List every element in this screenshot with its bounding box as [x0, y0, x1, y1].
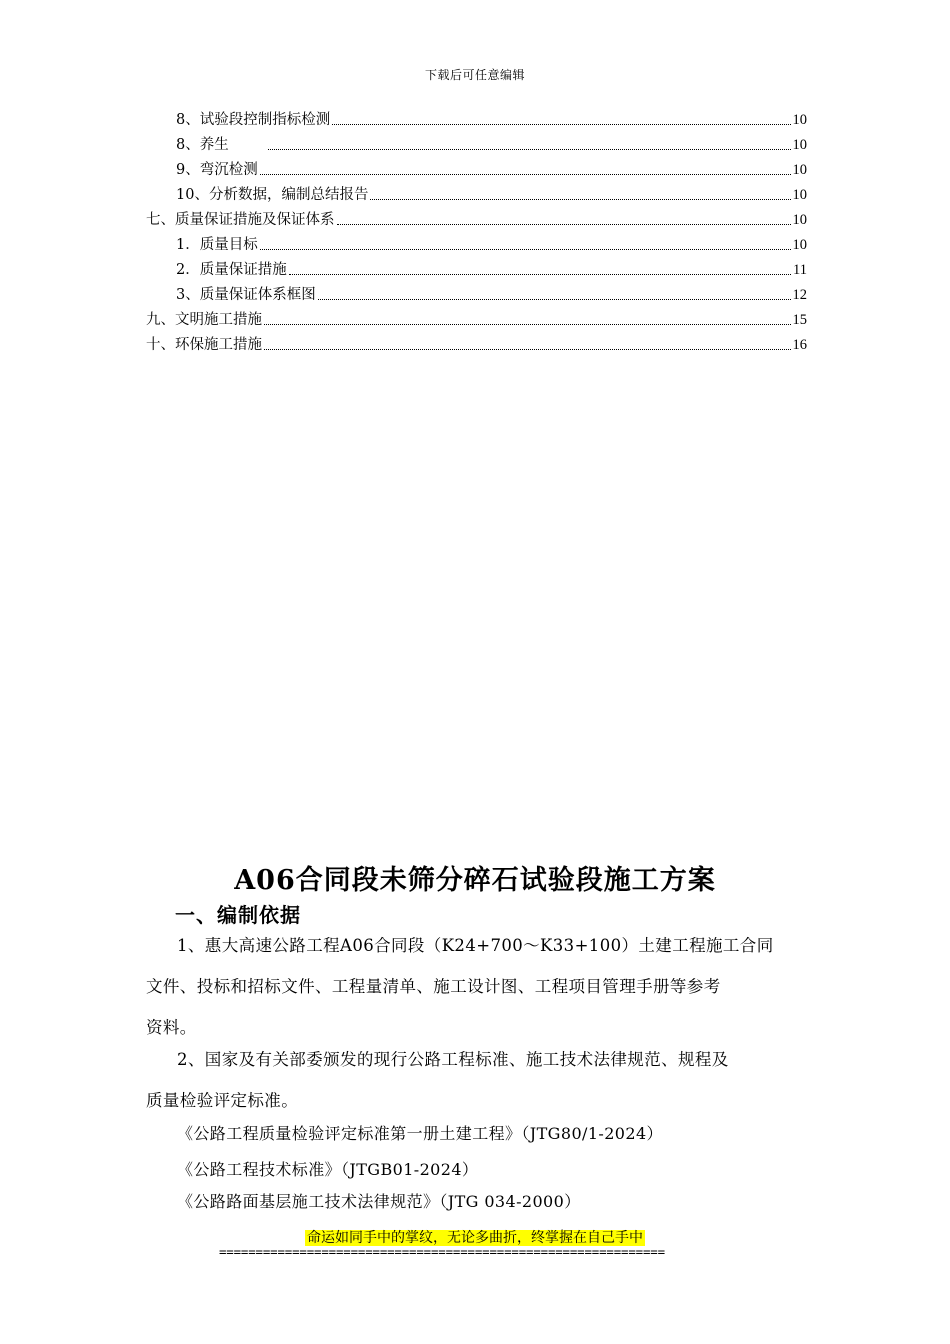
toc-leader-dots	[370, 199, 790, 200]
toc-entry-label: 九、文明施工措施	[146, 312, 262, 328]
paragraph-line: 2、国家及有关部委颁发的现行公路工程标准、施工技术法律规范、规程及	[177, 1050, 729, 1069]
toc-entry[interactable]	[146, 229, 807, 254]
paragraph-line: 文件、投标和招标文件、工程量清单、施工设计图、工程项目管理手册等参考	[146, 977, 721, 996]
reference-standard: 《公路工程质量检验评定标准第一册土建工程》（JTG80/1-2024）	[177, 1124, 663, 1143]
toc-leader-dots	[289, 274, 791, 275]
toc-leader-dots	[264, 349, 791, 350]
reference-standard: 《公路路面基层施工技术法律规范》（JTG 034-2000）	[177, 1192, 581, 1211]
toc-entry-label: 3、质量保证体系框图	[176, 287, 316, 303]
toc-entry-page: 10	[792, 137, 807, 153]
toc-entry-page: 10	[792, 112, 807, 128]
table-of-contents	[146, 104, 807, 354]
toc-entry-page: 10	[792, 212, 807, 228]
toc-leader-dots	[264, 324, 791, 325]
toc-entry[interactable]	[146, 154, 807, 179]
footer-motto-text: 命运如同手中的掌纹，无论多曲折，终掌握在自己手中	[307, 1230, 643, 1246]
paragraph-line: 1、惠大高速公路工程A06合同段（K24+700～K33+100）土建工程施工合同	[177, 936, 774, 955]
reference-standard: 《公路工程技术标准》（JTGB01-2024）	[177, 1160, 479, 1179]
paragraph-line: 资料。	[146, 1018, 197, 1037]
toc-entry-label: 8、养生	[176, 137, 266, 153]
toc-leader-dots	[260, 249, 791, 250]
toc-entry-page: 10	[792, 187, 807, 203]
toc-entry-label: 1．质量目标	[176, 237, 258, 253]
toc-entry[interactable]	[146, 254, 807, 279]
toc-entry[interactable]	[146, 204, 807, 229]
toc-entry-label: 9、弯沉检测	[176, 162, 258, 178]
paragraph-1	[146, 925, 808, 1048]
toc-leader-dots	[260, 174, 791, 175]
toc-entry-label: 8、试验段控制指标检测	[176, 112, 331, 128]
toc-leader-dots	[318, 299, 791, 300]
toc-entry-label: 10、分析数据，编制总结报告	[176, 187, 369, 203]
toc-entry-page: 10	[792, 237, 807, 253]
toc-entry-label: 十、环保施工措施	[146, 337, 262, 353]
toc-entry[interactable]	[146, 279, 807, 304]
section-heading: 一、编制依据	[175, 903, 301, 927]
toc-entry[interactable]	[146, 329, 807, 354]
document-title: A06合同段未筛分碎石试验段施工方案	[234, 865, 716, 896]
toc-entry[interactable]	[146, 104, 807, 129]
toc-entry-label: 2．质量保证措施	[176, 262, 287, 278]
paragraph-line: 质量检验评定标准。	[146, 1091, 299, 1110]
toc-entry-page: 11	[793, 262, 807, 278]
toc-entry-page: 16	[792, 337, 807, 353]
footer-divider: =============================================================	[219, 1244, 665, 1259]
toc-entry-label: 七、质量保证措施及保证体系	[146, 212, 335, 228]
toc-entry[interactable]	[146, 179, 807, 204]
toc-entry[interactable]	[146, 129, 807, 154]
toc-leader-dots	[332, 124, 790, 125]
toc-entry[interactable]	[146, 304, 807, 329]
toc-leader-dots	[268, 149, 791, 150]
page-header-note: 下载后可任意编辑	[424, 68, 525, 82]
toc-entry-page: 10	[792, 162, 807, 178]
toc-entry-page: 12	[792, 287, 807, 303]
toc-entry-page: 15	[792, 312, 807, 328]
toc-leader-dots	[337, 224, 791, 225]
paragraph-2	[146, 1039, 808, 1121]
